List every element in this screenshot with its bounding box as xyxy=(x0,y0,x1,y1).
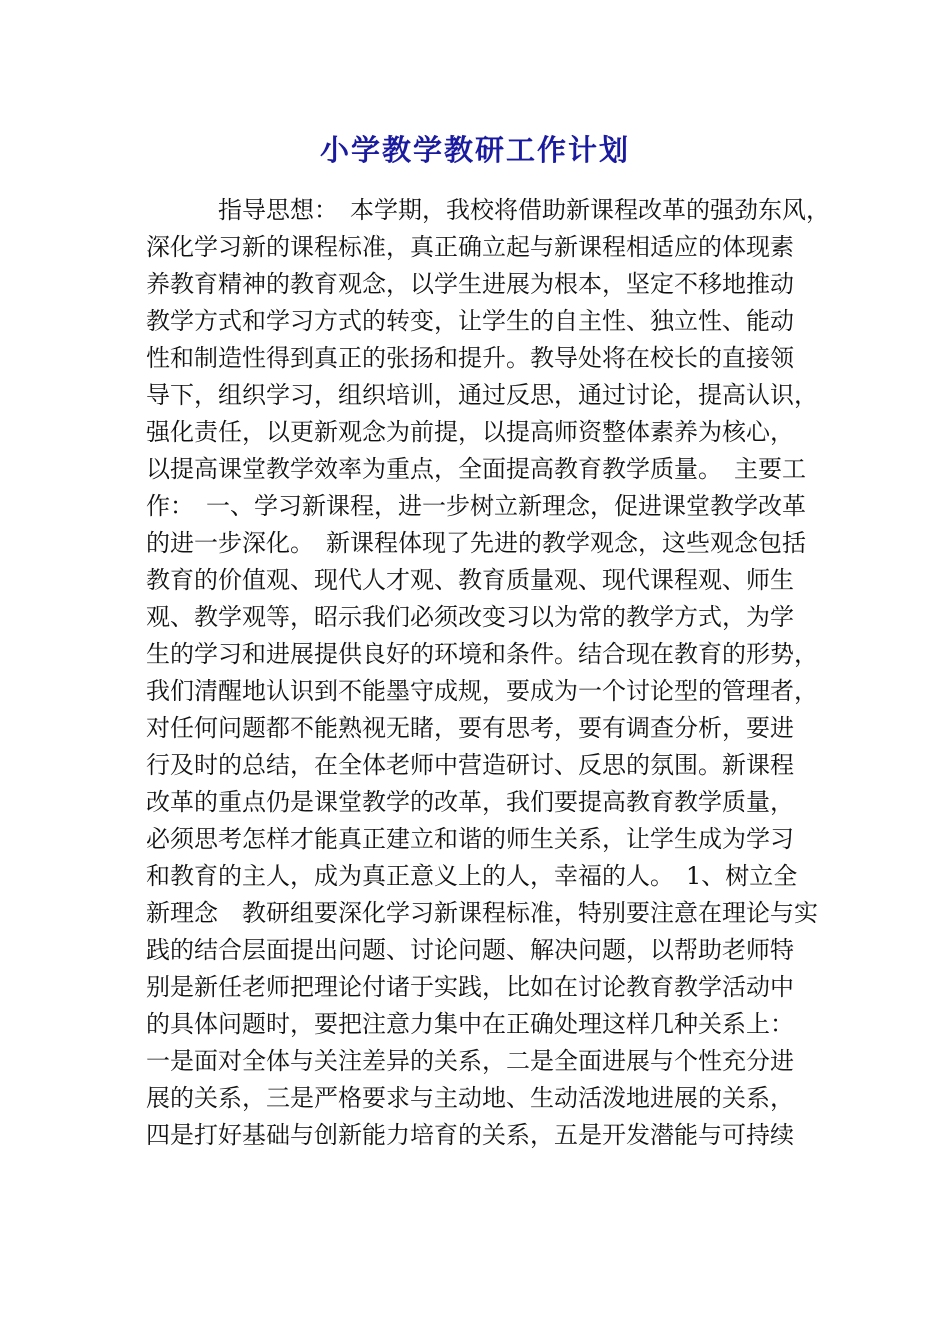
body-line: 别是新任老师把理论付诸于实践，比如在讨论教育教学活动中 xyxy=(146,973,794,1001)
body-line: 对任何问题都不能熟视无睹，要有思考，要有调查分析，要进 xyxy=(146,714,794,742)
document-body xyxy=(146,192,830,1154)
document-title: 小学教学教研工作计划 xyxy=(319,133,630,167)
body-line: 导下，组织学习，组织培训，通过反思，通过讨论，提高认识， xyxy=(146,381,818,409)
body-line: 的进一步深化。 新课程体现了先进的教学观念，这些观念包括 xyxy=(146,529,806,557)
body-line: 必须思考怎样才能真正建立和谐的师生关系，让学生成为学习 xyxy=(146,825,794,853)
body-line: 作： 一、学习新课程，进一步树立新理念，促进课堂教学改革 xyxy=(146,492,806,520)
body-line: 和教育的主人，成为真正意义上的人，幸福的人。 1、树立全 xyxy=(146,862,798,890)
body-line: 四是打好基础与创新能力培育的关系，五是开发潜能与可持续 xyxy=(146,1121,794,1149)
body-line: 强化责任，以更新观念为前提，以提高师资整体素养为核心， xyxy=(146,418,794,446)
body-line: 教学方式和学习方式的转变，让学生的自主性、独立性、能动 xyxy=(146,307,794,335)
body-line: 新理念 教研组要深化学习新课程标准，特别要注意在理论与实 xyxy=(146,899,818,927)
body-line: 行及时的总结，在全体老师中营造研讨、反思的氛围。新课程 xyxy=(146,751,794,779)
body-line: 深化学习新的课程标准，真正确立起与新课程相适应的体现素 xyxy=(146,233,794,261)
body-line: 展的关系，三是严格要求与主动地、生动活泼地进展的关系， xyxy=(146,1084,794,1112)
body-line: 性和制造性得到真正的张扬和提升。教导处将在校长的直接领 xyxy=(146,344,794,372)
body-line: 观、教学观等，昭示我们必须改变习以为常的教学方式，为学 xyxy=(146,603,794,631)
body-line: 教育的价值观、现代人才观、教育质量观、现代课程观、师生 xyxy=(146,566,794,594)
body-line: 指导思想： 本学期，我校将借助新课程改革的强劲东风， xyxy=(146,196,830,224)
body-line: 我们清醒地认识到不能墨守成规，要成为一个讨论型的管理者， xyxy=(146,677,818,705)
body-line: 改革的重点仍是课堂教学的改革，我们要提高教育教学质量， xyxy=(146,788,794,816)
body-line: 践的结合层面提出问题、讨论问题、解决问题，以帮助老师特 xyxy=(146,936,794,964)
body-line: 养教育精神的教育观念，以学生进展为根本，坚定不移地推动 xyxy=(146,270,794,298)
body-line: 的具体问题时，要把注意力集中在正确处理这样几种关系上： xyxy=(146,1010,794,1038)
body-line: 生的学习和进展提供良好的环境和条件。结合现在教育的形势， xyxy=(146,640,818,668)
body-line: 一是面对全体与关注差异的关系，二是全面进展与个性充分进 xyxy=(146,1047,794,1075)
body-line: 以提高课堂教学效率为重点，全面提高教育教学质量。 主要工 xyxy=(146,455,806,483)
